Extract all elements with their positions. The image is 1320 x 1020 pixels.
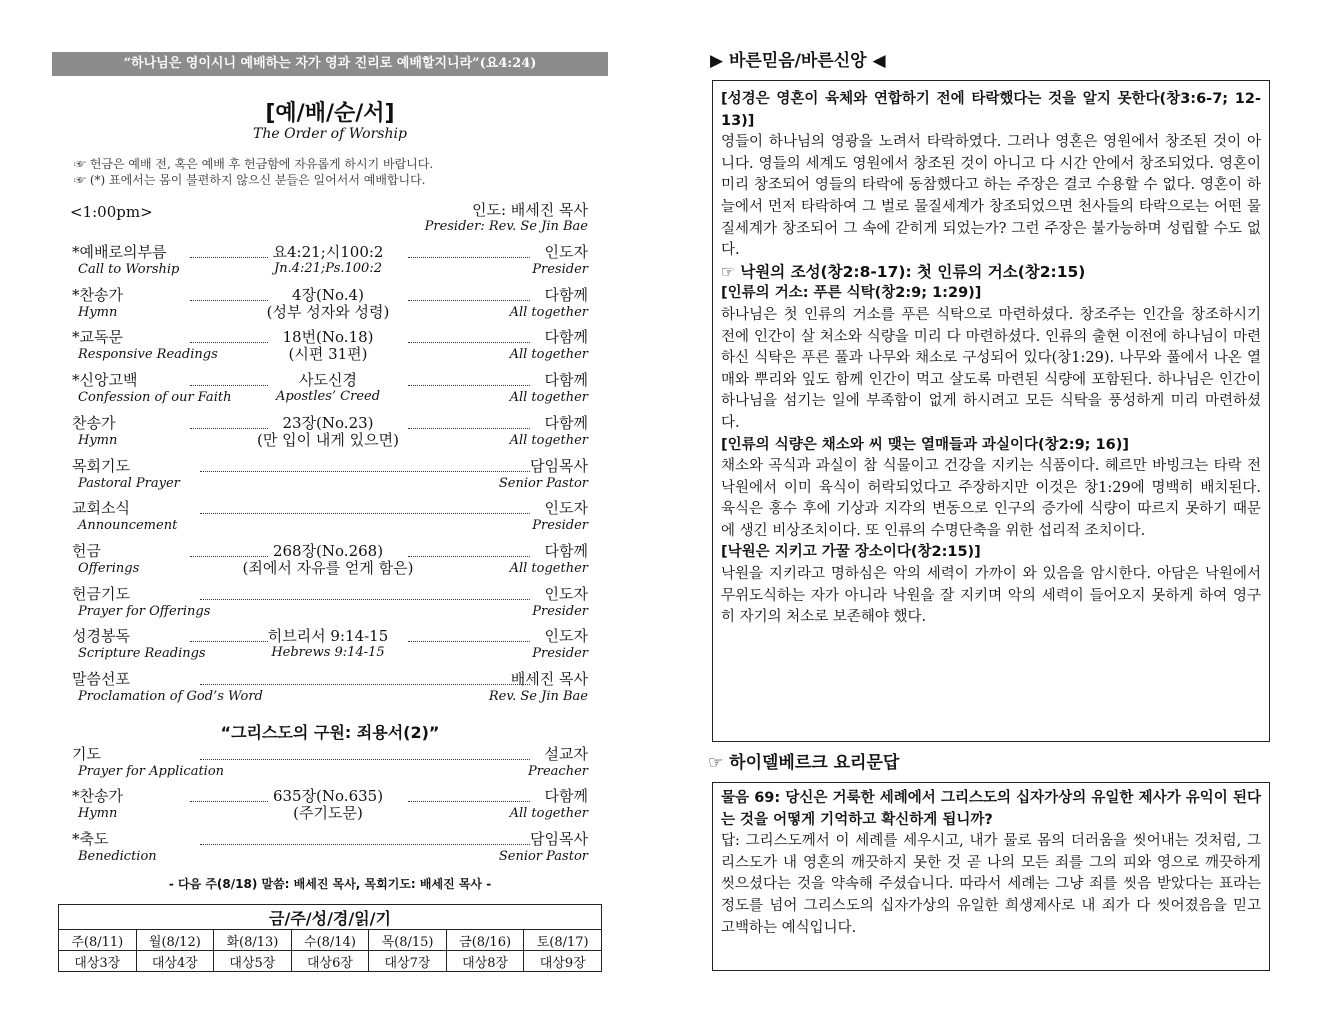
item-title-en: Scripture Readings	[78, 646, 206, 662]
next-week-info: - 다음 주(8/18) 말씀: 배세진 목사, 목회기도: 배세진 목사 -	[168, 877, 492, 891]
item-leader: 담임목사	[530, 456, 588, 475]
item-leader: 인도자	[544, 627, 588, 646]
item-leader-en: Presider	[532, 603, 588, 619]
item-leader-en: Presider	[532, 262, 588, 277]
item-leader: 다함께	[544, 285, 588, 304]
item-detail: 요4:21;시100:2	[272, 243, 384, 261]
dotted-leader	[408, 641, 530, 642]
item-detail-sub: Apostles’ Creed	[275, 389, 381, 405]
item-title-en: Hymn	[78, 432, 118, 448]
reading-chapter: 대상3장	[59, 951, 137, 972]
item-title: 헌금기도	[72, 584, 130, 603]
item-leader: 배세진 목사	[510, 670, 588, 688]
item-detail-sub: Hebrews 9:14-15	[271, 645, 385, 661]
item-detail: 사도신경	[299, 371, 357, 390]
leader-ko: 인도: 배세진 목사	[471, 201, 588, 219]
item-detail-sub: (죄에서 자유를 얻게 함은)	[242, 558, 414, 577]
item-title-en: Hymn	[78, 304, 118, 320]
item-leader-en: Presider	[532, 646, 588, 662]
item-detail-sub: (주기도문)	[293, 804, 363, 823]
reading-day: 주(8/11)	[59, 930, 137, 951]
item-title: 찬송가	[72, 413, 116, 432]
dotted-leader	[200, 599, 530, 600]
item-title-en: Hymn	[78, 806, 118, 822]
item-leader: 다함께	[544, 371, 588, 390]
item-title: *찬송가	[72, 285, 123, 304]
item-leader-en: Presider	[532, 518, 588, 534]
item-leader-en: All together	[509, 347, 588, 363]
dotted-leader	[200, 759, 530, 760]
section-heading-catechism: ☞ 하이델베르크 요리문답	[708, 753, 900, 773]
item-detail-sub: (만 입이 내게 있으면)	[257, 430, 399, 449]
item-leader-en: All together	[509, 390, 588, 406]
item-detail: 18번(No.18)	[282, 328, 374, 347]
dotted-leader	[200, 471, 530, 472]
item-leader-en: Senior Pastor	[498, 848, 588, 864]
reading-day: 수(8/14)	[291, 930, 369, 951]
reading-chapter: 대상4장	[136, 951, 214, 972]
dotted-leader	[200, 684, 530, 685]
reading-chapter: 대상8장	[446, 951, 524, 972]
reading-chapter: 대상7장	[369, 951, 447, 972]
item-leader: 인도자	[544, 243, 588, 261]
page-title: [예/배/순/서]	[265, 101, 395, 126]
leader-en: Presider: Rev. Se Jin Bae	[424, 219, 588, 234]
dotted-leader	[190, 556, 268, 557]
item-detail: 635장(No.635)	[272, 787, 384, 806]
box-paragraph: 채소와 곡식과 과실이 참 식물이고 건강을 지키는 식품이다. 헤르만 바빙크는 타락 전 낙원에서 이미 육식이 허락되었다고 주장하지만 이것은 창1:29에 명백히 배치된다. 육식은 홍수 후에 기상과 지각의 변동으로 인구의 증가에 식량이 따르지 못하기 때문에 생긴 비상조치이다. 또 인류의 수명단축을 위한 섭리적 조치이다.	[721, 458, 1261, 539]
item-leader-en: Senior Pastor	[498, 475, 588, 491]
box-paragraph: 하나님은 첫 인류의 거소를 푸른 식탁으로 마련하셨다. 창조주는 인간을 창조하시기 전에 인간이 살 처소와 식량을 미리 다 마련하셨다. 인류의 출현 이전에 하나님이 마련하신 식탁은 푸른 풀과 나무와 채소로 구성되어 있다(창1:29). 나무와 풀에서 나온 열매와 뿌리와 잎도 함께 인간이 먹고 살도록 마련된 식량에 포함된다. 하나님은 인간이 하나님을 섬기는 일에 부족함이 없게 하시려고 모든 식탁을 풍성하게 미리 마련하셨다.	[721, 306, 1261, 431]
item-leader: 인도자	[544, 499, 588, 518]
item-leader-en: All together	[509, 432, 588, 448]
item-title-en: Prayer for Offerings	[78, 603, 211, 619]
dotted-leader	[408, 300, 530, 301]
item-leader: 다함께	[544, 541, 588, 560]
item-title-en: Offerings	[78, 560, 140, 576]
box-subsection: ☞ 낙원의 조성(창2:8-17): 첫 인류의 거소(창2:15)	[721, 262, 1086, 281]
service-time: <1:00pm>	[70, 203, 153, 221]
sermon-title: “그리스도의 구원: 죄용서(2)”	[220, 723, 440, 742]
item-leader: 다함께	[544, 413, 588, 432]
reading-day: 화(8/13)	[214, 930, 292, 951]
item-leader: 담임목사	[530, 829, 588, 848]
item-detail: 23장(No.23)	[282, 413, 374, 432]
dotted-leader	[408, 342, 530, 343]
faith-box	[712, 80, 1270, 742]
item-title: 헌금	[72, 541, 101, 560]
dotted-leader	[200, 513, 530, 514]
box-heading: [낙원은 지키고 가꿀 장소이다(창2:15)]	[721, 544, 981, 561]
scripture-banner: “하나님은 영이시니 예배하는 자가 영과 진리로 예배할지니라”(요4:24)	[52, 52, 608, 76]
box-heading: [성경은 영혼이 육체와 연합하기 전에 타락했다는 것을 알지 못한다(창3:6-7; 12-13)]	[721, 91, 1261, 129]
dotted-leader	[408, 801, 530, 802]
item-detail-sub: Jn.4:21;Ps.100:2	[274, 261, 382, 276]
item-title-en: Pastoral Prayer	[78, 475, 180, 491]
item-title: 말씀선포	[72, 670, 130, 688]
item-leader-en: All together	[509, 304, 588, 320]
page-title-en: The Order of Worship	[253, 126, 407, 142]
dotted-leader	[190, 300, 268, 301]
item-leader-en: Preacher	[528, 764, 588, 779]
box-heading: [인류의 식량은 채소와 씨 맺는 열매들과 과실이다(창2:9; 16)]	[721, 436, 1129, 453]
item-title: *신앙고백	[72, 371, 138, 390]
item-leader: 설교자	[544, 745, 588, 763]
dotted-leader	[408, 428, 530, 429]
dotted-leader	[190, 641, 268, 642]
item-leader: 다함께	[544, 328, 588, 347]
item-leader: 다함께	[544, 787, 588, 806]
dotted-leader	[408, 257, 530, 258]
item-title: 성경봉독	[72, 627, 130, 646]
item-title-en: Call to Worship	[78, 262, 180, 277]
item-title-en: Confession of our Faith	[78, 390, 232, 406]
notes	[74, 156, 433, 188]
item-title: 교회소식	[72, 499, 130, 518]
item-detail: 히브리서 9:14-15	[267, 627, 389, 646]
box-heading: [인류의 거소: 푸른 식탁(창2:9; 1:29)]	[721, 285, 982, 302]
bible-reading-table	[58, 904, 602, 972]
dotted-leader	[190, 801, 268, 802]
item-leader-en: All together	[509, 560, 588, 576]
reading-title: 금/주/성/경/읽/기	[59, 905, 602, 930]
item-detail: 4장(No.4)	[292, 285, 364, 304]
catechism-answer: 답: 그리스도께서 이 세례를 세우시고, 내가 물로 몸의 더러움을 씻어내는 것처럼, 그리스도가 내 영혼의 깨끗하지 못한 것 곧 나의 모든 죄를 그의 피와 영으로 깨끗하게 씻으셨다는 것을 약속해 주셨습니다. 따라서 세례는 그냥 죄를 씻음 받았다는 표라는 정도를 넘어 그리스도의 십자가상의 유일한 희생제사로 내 죄가 다 씻어졌음을 믿고 고백하는 예식입니다.	[721, 833, 1261, 936]
reading-day: 월(8/12)	[136, 930, 214, 951]
item-leader-en: All together	[509, 806, 588, 822]
reading-day: 목(8/15)	[369, 930, 447, 951]
dotted-leader	[190, 385, 268, 386]
dotted-leader	[408, 385, 530, 386]
item-leader-en: Rev. Se Jin Bae	[488, 689, 588, 704]
note: ☞ (*) 표에서는 몸이 불편하지 않으신 분들은 일어서서 예배합니다.	[74, 173, 426, 187]
note: ☞ 헌금은 예배 전, 혹은 예배 후 헌금함에 자유롭게 하시기 바랍니다.	[74, 157, 434, 171]
item-title: *교독문	[72, 328, 123, 347]
item-title-en: Proclamation of God’s Word	[78, 689, 263, 704]
section-heading-faith: ▶ 바른믿음/바른신앙 ◀	[710, 51, 886, 71]
item-leader: 인도자	[544, 584, 588, 603]
reading-day: 금(8/16)	[446, 930, 524, 951]
reading-chapter: 대상6장	[291, 951, 369, 972]
dotted-leader	[190, 428, 268, 429]
item-title-en: Responsive Readings	[78, 347, 218, 363]
dotted-leader	[190, 342, 268, 343]
item-title: *찬송가	[72, 787, 123, 806]
item-title: *축도	[72, 829, 109, 848]
catechism-question: 물음 69: 당신은 거룩한 세례에서 그리스도의 십자가상의 유일한 제사가 유익이 된다는 것을 어떻게 기억하고 확신하게 됩니까?	[721, 790, 1261, 828]
catechism-box	[712, 782, 1270, 971]
item-detail: 268장(No.268)	[272, 541, 384, 560]
dotted-leader	[200, 844, 530, 845]
item-title: 목회기도	[72, 456, 130, 475]
reading-day: 토(8/17)	[524, 930, 602, 951]
item-title-en: Benediction	[78, 848, 157, 864]
box-paragraph: 영들이 하나님의 영광을 노려서 타락하였다. 그러나 영혼은 영원에서 창조된 것이 아니다. 영들의 세계도 영원에서 창조된 것이 아니고 다 시간 안에서 창조되었다. 영혼이 미리 창조되어 영들의 타락에 동참했다고 하는 주장은 결코 수용할 수 없다. 영혼이 하늘에서 먼저 타락하여 그 벌로 물질세계가 창조되었으면 천사들의 타락으로는 어떤 물질세계가 창조되어 그 속에 갇히게 되었는가? 그런 주장은 불가능하며 성립할 수도 없다.	[721, 134, 1261, 259]
item-title: *예배로의부름	[72, 243, 167, 261]
item-title-en: Prayer for Application	[78, 764, 225, 779]
reading-chapter: 대상9장	[524, 951, 602, 972]
item-detail-sub: (시편 31편)	[288, 345, 368, 364]
dotted-leader	[190, 257, 268, 258]
item-detail-sub: (성부 성자와 성령)	[266, 302, 390, 321]
item-title-en: Announcement	[78, 518, 178, 534]
box-paragraph: 낙원을 지키라고 명하심은 악의 세력이 가까이 와 있음을 암시한다. 아담은 낙원에서 무위도식하는 자가 아니라 낙원을 잘 지키며 악의 세력이 들어오지 못하게 하여 영구히 자기의 처소로 보존해야 했다.	[721, 566, 1261, 626]
item-title: 기도	[72, 745, 101, 763]
reading-chapter: 대상5장	[214, 951, 292, 972]
dotted-leader	[408, 556, 530, 557]
